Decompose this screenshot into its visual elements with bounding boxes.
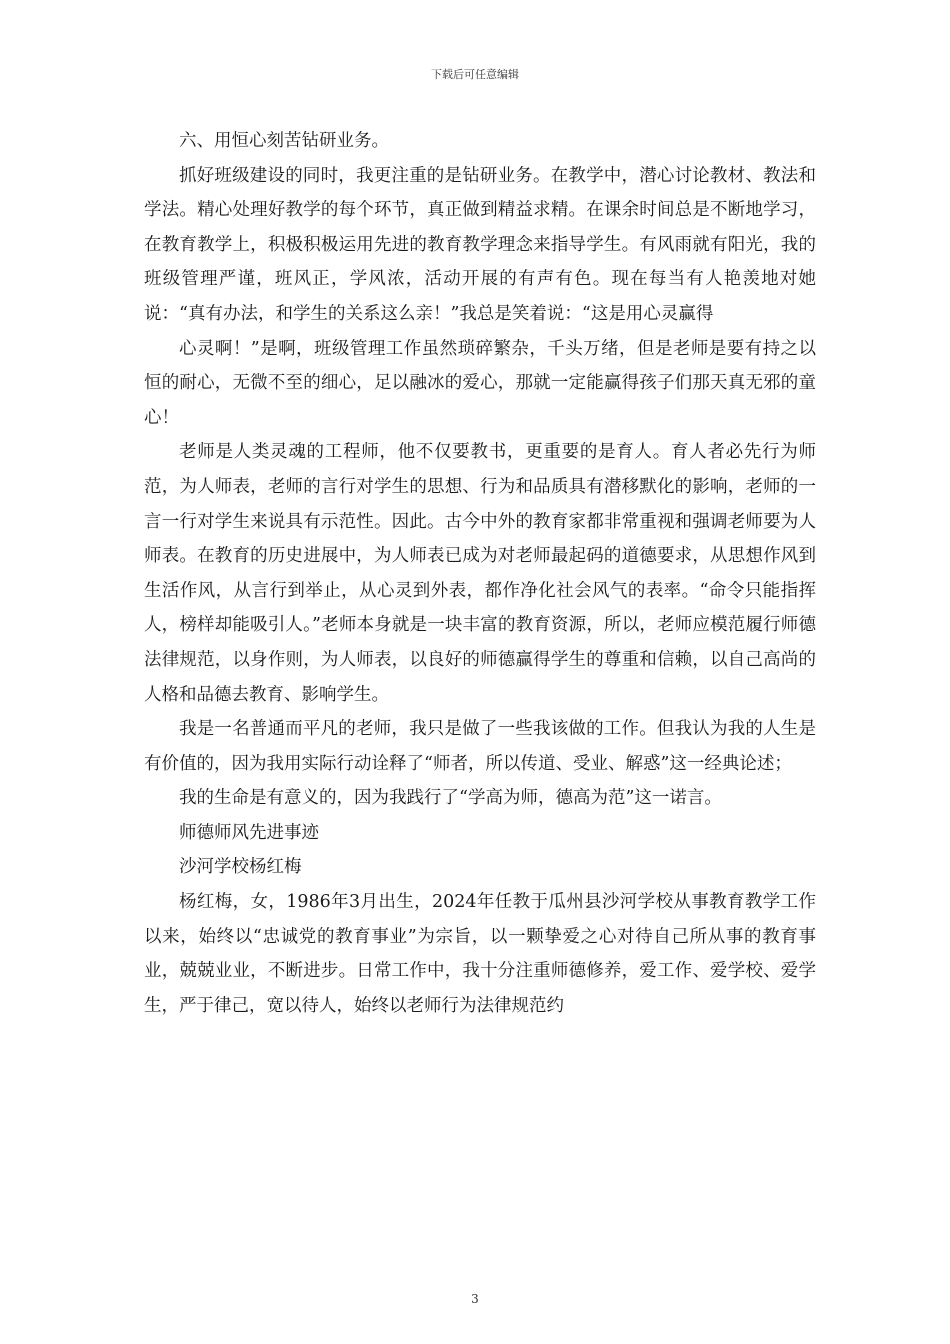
page-header: 下载后可任意编辑 <box>431 68 519 81</box>
paragraph: 我的生命是有意义的，因为我践行了“学高为师，德高为范”这一诺言。 <box>179 788 722 809</box>
paragraph: 心灵啊！”是啊，班级管理工作虽然琐碎繁杂，千头万绪，但是老师是要有持之以恒的耐心，无微不至的细心，足以融冰的爱心，那就一定能赢得孩子们那天真无邪的童心！ <box>144 338 816 428</box>
paragraph: 杨红梅，女，1986年3月出生，2024年任教于瓜州县沙河学校从事教育教学工作以来，始终以“忠诚党的教育事业”为宗旨，以一颗挚爱之心对待自己所从事的教育事业，兢兢业业，不断进步。日常工作中，我十分注重师德修养，爱工作、爱学校、爱学生，严于律己，宽以待人，始终以老师行为法律规范约 <box>144 892 816 1016</box>
paragraph: 我是一名普通而平凡的老师，我只是做了一些我该做的工作。但我认为我的人生是有价值的，因为我用实际行动诠释了“师者，所以传道、受业、解惑”这一经典论述； <box>144 719 816 774</box>
page-number: 3 <box>471 1292 479 1306</box>
article-author: 沙河学校杨红梅 <box>179 857 302 878</box>
article-title: 师德师风先进事迹 <box>179 822 319 843</box>
section-heading: 六、用恒心刻苦钻研业务。 <box>179 131 389 151</box>
paragraph: 老师是人类灵魂的工程师，他不仅要教书，更重要的是育人。育人者必先行为师范，为人师表，老师的言行对学生的思想、行为和品质具有潜移默化的影响，老师的一言一行对学生来说具有示范性。因此。古今中外的教育家都非常重视和强调老师要为人师表。在教育的历史进展中，为人师表已成为对老师最起码的道德要求，从思想作风到生活作风，从言行到举止，从心灵到外表，都作净化社会风气的表率。“命令只能指挥人，榜样却能吸引人。”老师本身就是一块丰富的教育资源，所以，老师应模范履行师德法律规范，以身作则，为人师表，以良好的师德赢得学生的尊重和信赖，以自己高尚的人格和品德去教育、影响学生。 <box>144 442 816 705</box>
paragraph: 抓好班级建设的同时，我更注重的是钻研业务。在教学中，潜心讨论教材、教法和学法。精心处理好教学的每个环节，真正做到精益求精。在课余时间总是不断地学习，在教育教学上，积极积极运用先进的教育教学理念来指导学生。有风雨就有阳光，我的班级管理严谨，班风正，学风浓，活动开展的有声有色。现在每当有人艳羡地对她说：“真有办法，和学生的关系这么亲！”我总是笑着说：“这是用心灵赢得 <box>144 165 816 324</box>
document-body <box>144 124 816 1023</box>
